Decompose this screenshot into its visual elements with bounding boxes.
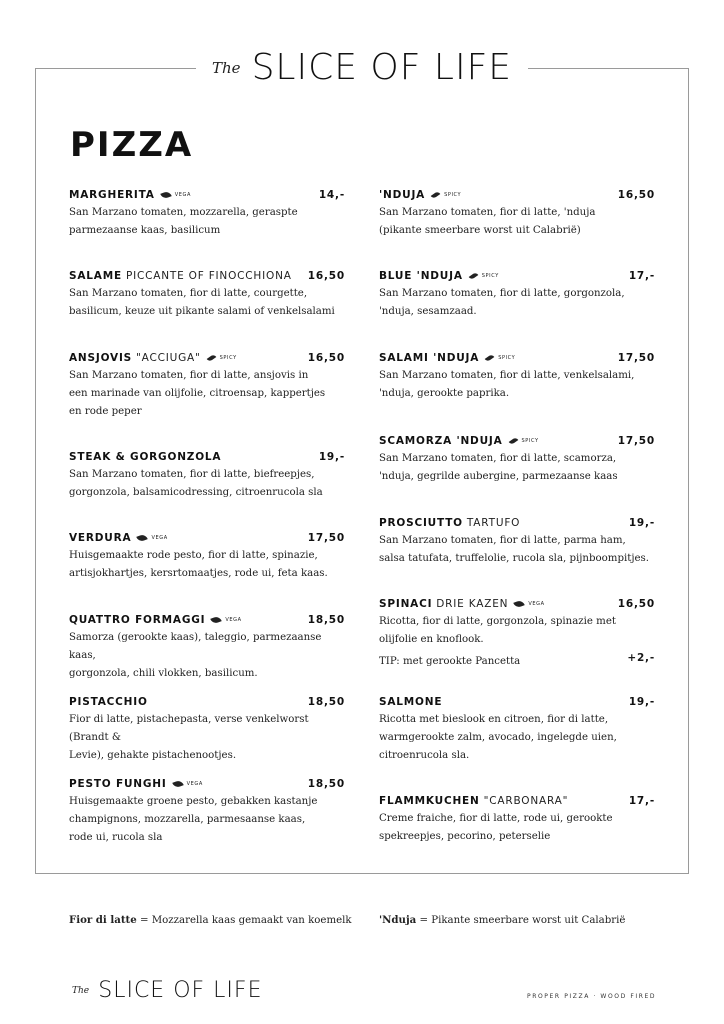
description-line: San Marzano tomaten, fior di latte, parma ham, [379,535,626,546]
menu-item [379,694,655,765]
tag-label: SPICY [521,438,539,444]
menu-item-name: PISTACCHIO [69,696,148,708]
menu-item-header [69,694,345,710]
description-line: San Marzano tomaten, fior di latte, courgette, [69,288,308,299]
menu-item [69,187,345,240]
menu-item-header [69,612,345,628]
menu-item-description [69,547,345,583]
menu-item-header [69,350,345,366]
menu-item [379,350,655,403]
description-line: Huisgemaakte rode pesto, fior di latte, spinazie, [69,550,318,561]
menu-item [69,268,345,321]
menu-item-header [379,187,655,203]
footnote-fior-di-latte [69,914,352,926]
menu-item-description [379,711,655,765]
page-title: PIZZA [70,125,194,165]
tag-label: VEGA [186,781,203,787]
menu-item-price: 16,50 [617,598,655,610]
leaf-icon [172,779,183,788]
description-line: Levie), gehakte pistachenootjes. [69,750,237,761]
description-line: artisjokhartjes, kersrtomaatjes, rode ui, feta kaas. [69,568,328,579]
menu-item-description [69,204,345,240]
menu-item-subtitle: "CARBONARA" [483,795,569,807]
spicy-tag [431,192,461,198]
description-line: citroenrucola sla. [379,750,470,761]
menu-item [379,793,655,846]
tag-label: VEGA [528,601,545,607]
menu-item-price: 18,50 [307,614,345,626]
menu-item-price: 18,50 [307,696,345,708]
description-line: Huisgemaakte groene pesto, gebakken kastanje [69,796,318,807]
menu-item-description [69,793,345,847]
logo-header [0,40,724,96]
menu-item-header [379,596,655,612]
menu-item-name: VERDURA [69,532,132,544]
menu-item-description [379,450,655,486]
menu-item-price: 16,50 [617,189,655,201]
menu-item-name: PESTO FUNGHI [69,778,167,790]
menu-item-header [379,433,655,449]
footnote-term: Fior di latte [69,914,137,926]
spicy-tag [485,355,515,361]
description-line: 'nduja, gegrilde aubergine, parmezaanse kaas [379,471,618,482]
leaf-icon [137,533,148,542]
vega-tag [137,535,167,541]
tip-text: TIP: met gerookte Pancetta [379,656,521,667]
chili-pepper-icon [508,437,518,445]
menu-item-name: FLAMMKUCHEN [379,795,480,807]
menu-item-price: 19,- [628,517,655,529]
description-line: San Marzano tomaten, mozzarella, geraspte [69,207,298,218]
menu-item [379,268,655,321]
tagline: PROPER PIZZA · WOOD FIRED [527,993,657,1000]
menu-item [379,596,655,667]
description-line: parmezaanse kaas, basilicum [69,225,221,236]
description-line: een marinade van olijfolie, citroensap, kappertjes [69,388,326,399]
menu-item-price: 16,50 [307,352,345,364]
description-line: San Marzano tomaten, fior di latte, venkelsalami, [379,370,635,381]
menu-item [69,530,345,583]
menu-item-price: 17,50 [307,532,345,544]
vega-tag [173,781,203,787]
leaf-icon [514,599,525,608]
chili-pepper-icon [485,354,495,362]
menu-item-name: SALAMI 'NDUJA [379,352,480,364]
description-line: San Marzano tomaten, fior di latte, biefreepjes, [69,469,315,480]
menu-item-name: SALMONE [379,696,443,708]
menu-item-description [69,629,345,683]
description-line: 'nduja, gerookte paprika. [379,388,510,399]
vega-tag [161,192,191,198]
menu-item-header [379,793,655,809]
menu-item-header [379,350,655,366]
menu-item [69,449,345,502]
tip-price: +2,- [627,652,655,664]
menu-item-name: SPINACI [379,598,433,610]
menu-item-price: 17,50 [617,352,655,364]
menu-item-header [69,187,345,203]
menu-item-description [69,285,345,321]
menu-item-description [379,285,655,321]
menu-item-header [69,776,345,792]
description-line: champignons, mozzarella, parmesaanse kaas, [69,814,306,825]
description-line: Ricotta met bieslook en citroen, fior di latte, [379,714,609,725]
menu-item-price: 17,- [628,795,655,807]
menu-item-description [69,711,345,765]
menu-item-header [69,449,345,465]
spicy-tag [207,355,237,361]
leaf-icon [160,190,171,199]
menu-item-description [379,613,655,649]
menu-item-header [379,268,655,284]
tip-row [379,649,655,667]
description-line: gorgonzola, chili vlokken, basilicum. [69,668,258,679]
tag-label: SPICY [481,273,499,279]
footnote-term: 'Nduja [379,914,417,926]
logo-wordmark: SLICE OF LIFE [98,978,263,1003]
leaf-icon [211,615,222,624]
menu-item-description [379,532,655,568]
logo-the: The [72,986,90,996]
description-line: San Marzano tomaten, fior di latte, ansjovis in [69,370,309,381]
menu-item-price: 18,50 [307,778,345,790]
description-line: basilicum, keuze uit pikante salami of venkelsalami [69,306,335,317]
menu-item-description [69,466,345,502]
description-line: rode ui, rucola sla [69,832,163,843]
description-line: Samorza (gerookte kaas), taleggio, parmezaanse kaas, [69,632,322,661]
menu-item [379,515,655,568]
description-line: San Marzano tomaten, fior di latte, scamorza, [379,453,617,464]
menu-item [379,433,655,486]
menu-item-name: BLUE 'NDUJA [379,270,463,282]
tag-label: VEGA [225,617,242,623]
description-line: gorgonzola, balsamicodressing, citroenrucola sla [69,487,323,498]
menu-item-header [379,515,655,531]
logo-footer [72,978,262,1004]
menu-item-description [379,367,655,403]
menu-item-subtitle: PICCANTE OF FINOCCHIONA [125,270,292,282]
menu-item-price: 19,- [318,451,345,463]
menu-item-price: 14,- [318,189,345,201]
menu-item [69,350,345,421]
menu-item-name: ANSJOVIS [69,352,133,364]
description-line: Creme fraiche, fior di latte, rode ui, gerookte [379,813,613,824]
spicy-tag [509,438,539,444]
logo-the: The [211,59,241,77]
menu-item-name: 'NDUJA [379,189,426,201]
description-line: Fior di latte, pistachepasta, verse venkelworst (Brandt & [69,714,309,743]
menu-item-name: QUATTRO FORMAGGI [69,614,206,626]
tag-label: SPICY [219,355,237,361]
tag-label: SPICY [498,355,516,361]
menu-item [379,187,655,240]
footnote-nduja [379,914,625,926]
tag-label: VEGA [151,535,168,541]
menu-item-price: 17,50 [617,435,655,447]
description-line: Ricotta, fior di latte, gorgonzola, spinazie met [379,616,616,627]
menu-item-subtitle: TARTUFO [466,517,521,529]
logo-wordmark: SLICE OF LIFE [251,47,513,88]
menu-item-name: STEAK & GORGONZOLA [69,451,222,463]
vega-tag [211,617,241,623]
menu-item-name: SALAME [69,270,122,282]
menu-item [69,612,345,683]
menu-item-header [69,268,345,284]
menu-item-name: SCAMORZA 'NDUJA [379,435,503,447]
menu-item [69,694,345,765]
menu-item-name: PROSCIUTTO [379,517,463,529]
description-line: warmgerookte zalm, avocado, ingelegde uien, [379,732,617,743]
spicy-tag [469,273,499,279]
chili-pepper-icon [431,191,441,199]
description-line: San Marzano tomaten, fior di latte, gorgonzola, [379,288,625,299]
description-line: en rode peper [69,406,142,417]
description-line: spekreepjes, pecorino, peterselie [379,831,551,842]
tag-label: SPICY [444,192,462,198]
description-line: 'nduja, sesamzaad. [379,306,477,317]
menu-item [69,776,345,847]
footnote-text: = Mozzarella kaas gemaakt van koemelk [136,915,352,926]
menu-item-name: MARGHERITA [69,189,155,201]
menu-item-subtitle: DRIE KAZEN [436,598,509,610]
menu-item-price: 16,50 [307,270,345,282]
vega-tag [514,601,544,607]
description-line: salsa tatufata, truffelolie, rucola sla, pijnboompitjes. [379,553,649,564]
tag-label: VEGA [174,192,191,198]
menu-item-header [69,530,345,546]
menu-item-description [379,810,655,846]
chili-pepper-icon [468,272,478,280]
menu-item-price: 17,- [628,270,655,282]
menu-item-header [379,694,655,710]
chili-pepper-icon [206,354,216,362]
menu-item-description [69,367,345,421]
description-line: San Marzano tomaten, fior di latte, 'nduja [379,207,596,218]
footnote-text: = Pikante smeerbare worst uit Calabrië [416,915,626,926]
menu-item-description [379,204,655,240]
description-line: olijfolie en knoflook. [379,634,484,645]
description-line: (pikante smeerbare worst uit Calabrië) [379,225,581,236]
menu-item-subtitle: "ACCIUGA" [136,352,201,364]
menu-item-price: 19,- [628,696,655,708]
